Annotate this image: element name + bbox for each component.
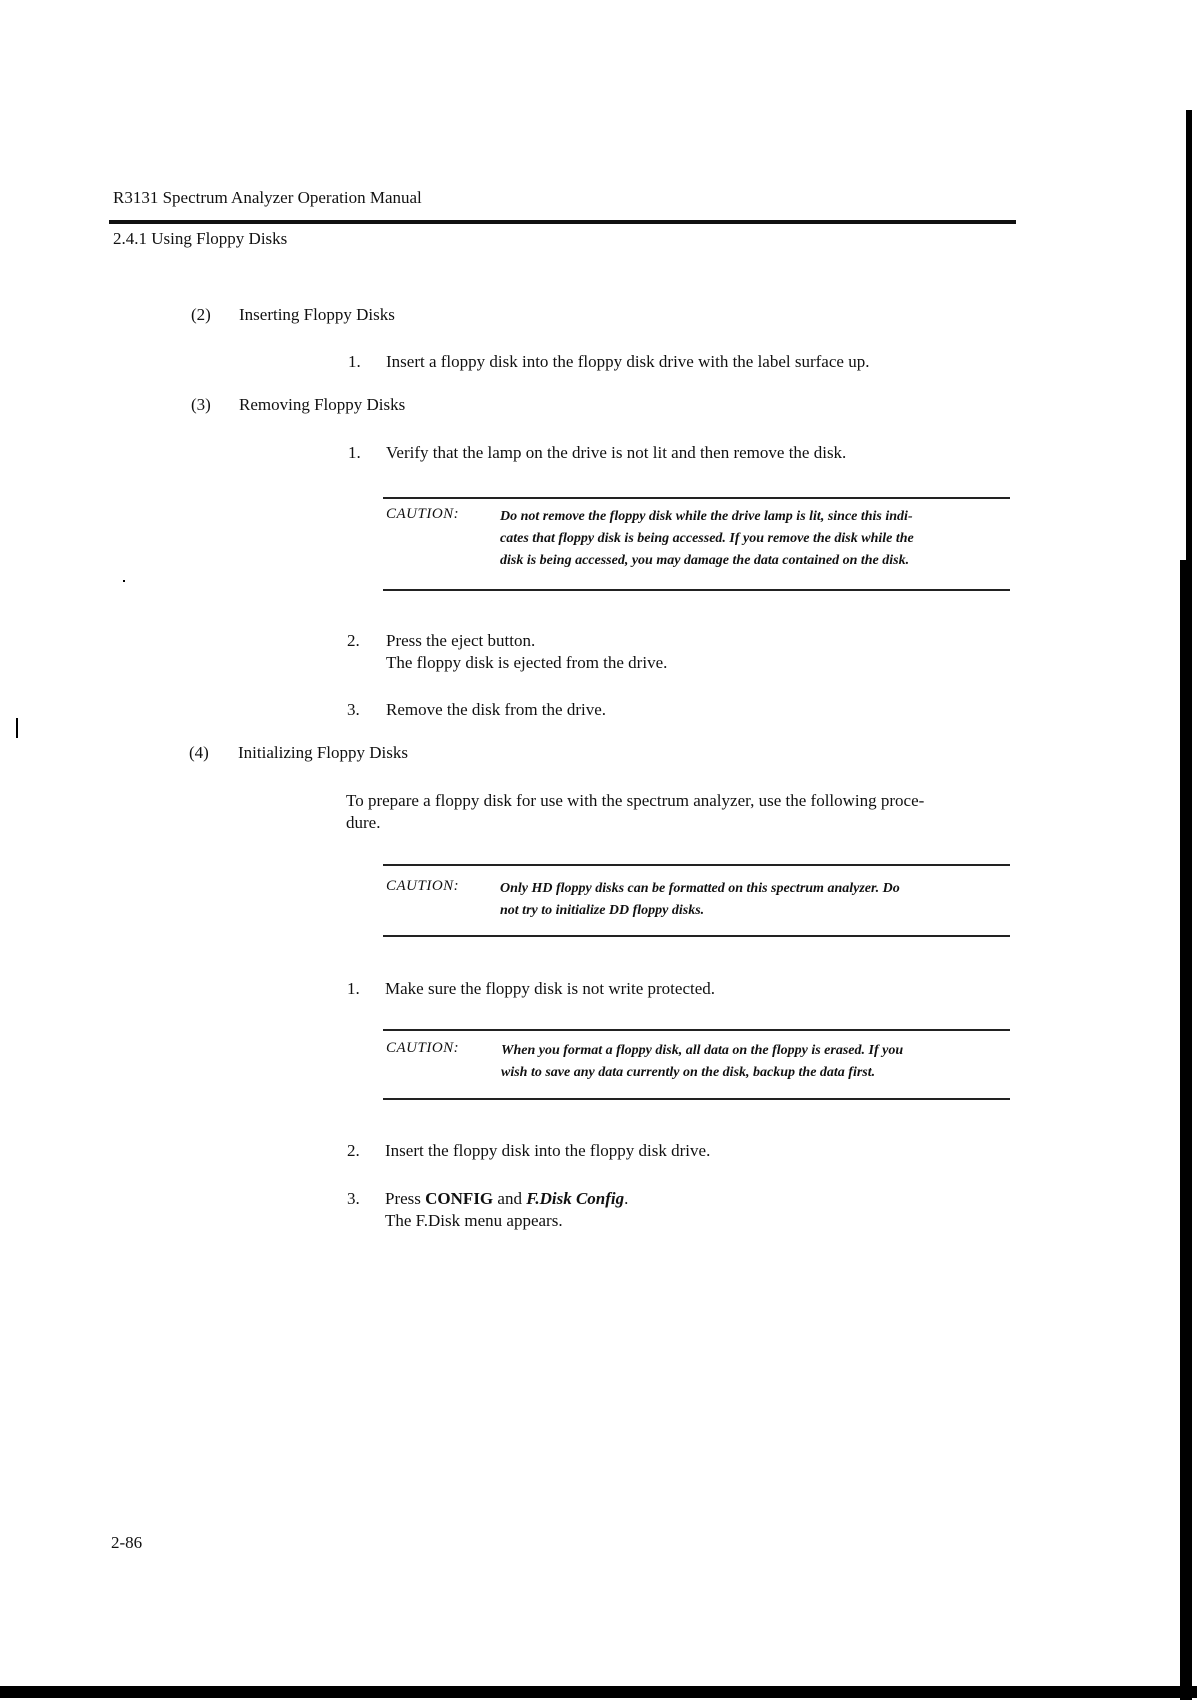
caution-text-line: wish to save any data currently on the disk, backup the data first.: [501, 1065, 876, 1080]
step-number: 3.: [347, 700, 360, 719]
caution-rule-bottom: [383, 935, 1010, 937]
subsection-number: (2): [191, 305, 211, 324]
header-rule: [109, 220, 1016, 224]
step-number: 2.: [347, 631, 360, 650]
caution-rule-top: [383, 864, 1010, 866]
step-text: The F.Disk menu appears.: [385, 1211, 563, 1230]
subsection-number: (3): [191, 395, 211, 414]
step-text: [385, 1187, 628, 1211]
step-text: Press the eject button.: [386, 631, 536, 650]
fdisk-config-softkey-label: F.Disk Config: [526, 1189, 625, 1208]
step-text: Insert a floppy disk into the floppy disk drive with the label surface up.: [386, 352, 870, 371]
caution-rule-top: [383, 1029, 1010, 1031]
scan-edge-bottom: [0, 1686, 1197, 1698]
step-number: 3.: [347, 1189, 360, 1208]
caution-text-line: not try to initialize DD floppy disks.: [500, 903, 705, 918]
step-text: Verify that the lamp on the drive is not lit and then remove the disk.: [386, 443, 847, 462]
subsection-title: Removing Floppy Disks: [239, 395, 406, 414]
step-text-suffix: .: [624, 1189, 629, 1208]
step-number: 1.: [348, 352, 361, 371]
step-text-mid: and: [493, 1189, 527, 1208]
subsection-title: Initializing Floppy Disks: [238, 743, 408, 762]
step-number: 1.: [347, 979, 360, 998]
caution-rule-bottom: [383, 589, 1010, 591]
manual-title: R3131 Spectrum Analyzer Operation Manual: [113, 188, 422, 207]
step-number: 1.: [348, 443, 361, 462]
step-text: The floppy disk is ejected from the drive.: [386, 653, 668, 672]
caution-text-line: Only HD floppy disks can be formatted on this spectrum analyzer. Do: [500, 881, 900, 896]
step-number: 2.: [347, 1141, 360, 1160]
caution-label: CAUTION:: [386, 878, 460, 894]
caution-label: CAUTION:: [386, 1040, 460, 1056]
scan-edge-right-inner: [1180, 560, 1186, 1700]
subsection-number: (4): [189, 743, 209, 762]
scan-mark: [123, 580, 125, 582]
caution-text-line: When you format a floppy disk, all data on the floppy is erased. If you: [501, 1043, 904, 1058]
caution-text-line: disk is being accessed, you may damage the data contained on the disk.: [500, 553, 910, 568]
step-text-prefix: Press: [385, 1189, 426, 1208]
section-title: 2.4.1 Using Floppy Disks: [113, 229, 288, 248]
step-text: Remove the disk from the drive.: [386, 700, 607, 719]
caution-label: CAUTION:: [386, 506, 460, 522]
intro-text: To prepare a floppy disk for use with the spectrum analyzer, use the following proce-: [346, 791, 925, 810]
scan-edge-right: [1186, 110, 1192, 1700]
caution-text-line: Do not remove the floppy disk while the drive lamp is lit, since this indi-: [500, 509, 913, 524]
caution-rule-bottom: [383, 1098, 1010, 1100]
intro-text: dure.: [346, 813, 381, 832]
caution-text-line: cates that floppy disk is being accessed. If you remove the disk while the: [500, 531, 914, 546]
scan-mark: [16, 718, 18, 738]
step-text: Make sure the floppy disk is not write protected.: [385, 979, 716, 998]
subsection-title: Inserting Floppy Disks: [239, 305, 395, 324]
caution-rule-top: [383, 497, 1010, 499]
config-key-label: CONFIG: [425, 1189, 494, 1208]
page-number: 2-86: [111, 1533, 143, 1552]
step-text: Insert the floppy disk into the floppy disk drive.: [385, 1141, 711, 1160]
